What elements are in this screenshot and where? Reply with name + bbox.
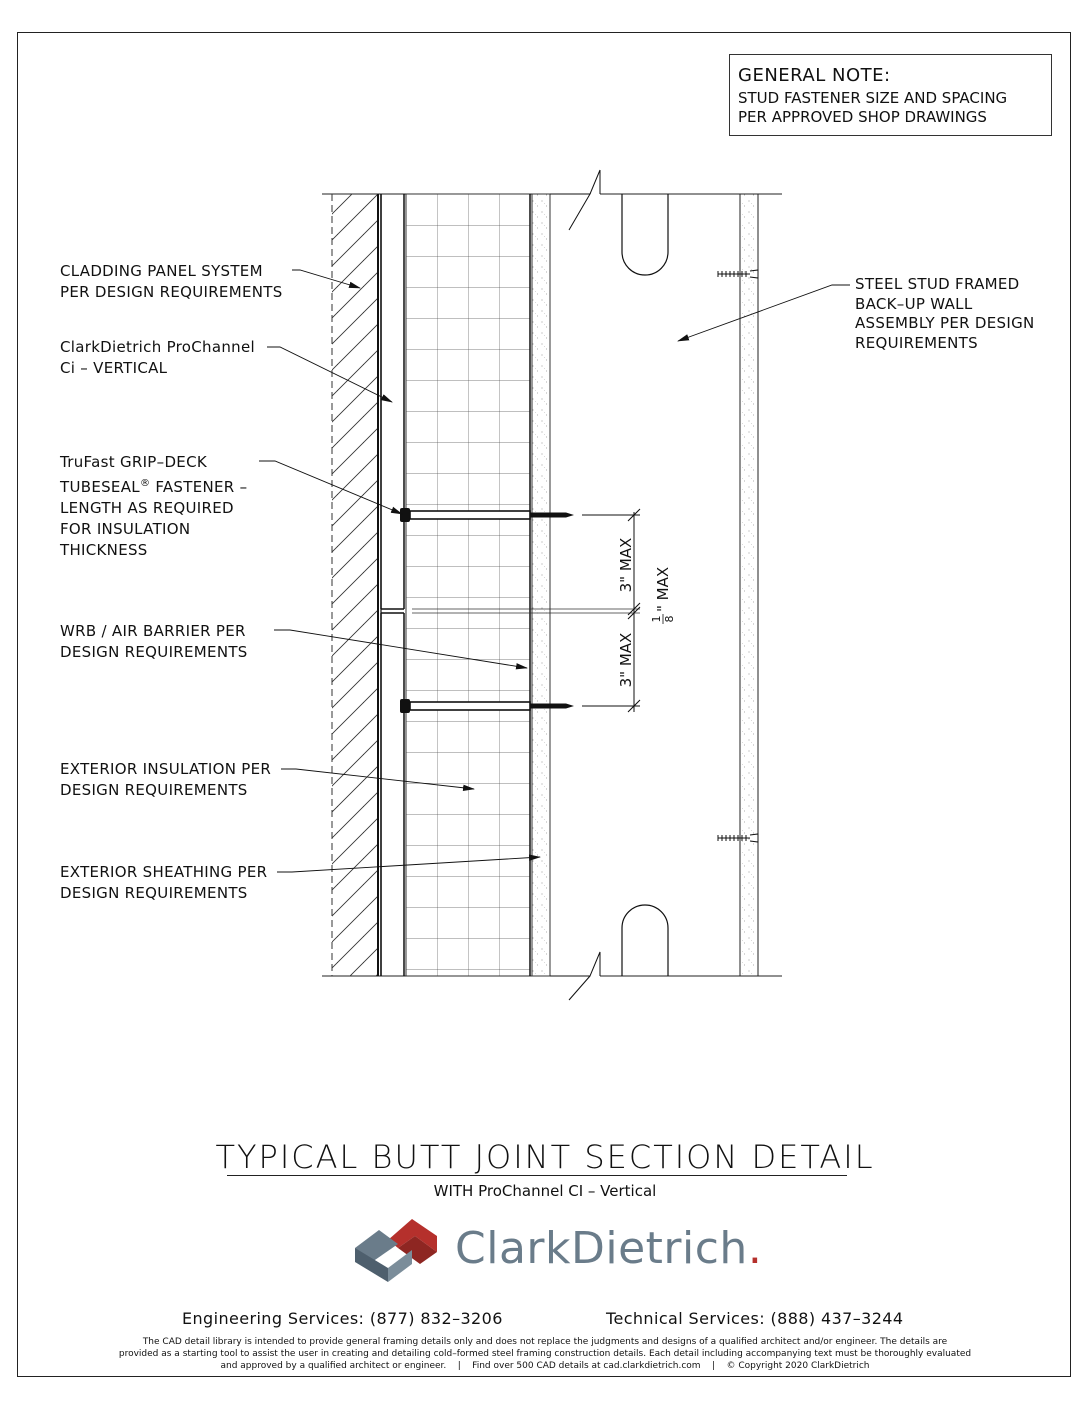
general-note-title: GENERAL NOTE: <box>738 65 891 86</box>
general-note-line: STUD FASTENER SIZE AND SPACING <box>738 89 1008 107</box>
disclaimer-line: provided as a starting tool to assist the user in creating and detailing cold–formed steel framing construction details. Each detail including accompanying text must be thoroughly evaluated <box>118 1349 972 1359</box>
stud-knockout-top <box>622 194 668 275</box>
callout-wrb: WRB / AIR BARRIER PER DESIGN REQUIREMENTS <box>60 622 248 661</box>
svg-text:8: 8 <box>663 615 676 623</box>
cladding-panel <box>332 194 378 976</box>
callout-prochannel: ClarkDietrich ProChannel Ci – VERTICAL <box>60 338 255 377</box>
stud-knockout-bottom <box>622 905 668 976</box>
disclaimer-line: The CAD detail library is intended to provide general framing details only and does not replace the judgments and designs of a qualified architect and/or engineer. The details are <box>142 1337 948 1347</box>
callout-sheathing: EXTERIOR SHEATHING PER DESIGN REQUIREMENTS <box>60 863 268 902</box>
callout-insulation: EXTERIOR INSULATION PER DESIGN REQUIREMENTS <box>60 760 272 799</box>
brand-wordmark: ClarkDietrich. <box>455 1223 763 1274</box>
title-underline <box>227 1175 847 1176</box>
prochannel-vertical <box>381 194 406 976</box>
svg-text:1: 1 <box>650 615 663 623</box>
engineering-services: Engineering Services: (877) 832–3206 <box>182 1309 503 1328</box>
detail-subtitle: WITH ProChannel CI – Vertical <box>433 1182 657 1200</box>
svg-text:" MAX: " MAX <box>654 566 672 612</box>
interior-board <box>740 194 758 976</box>
callout-cladding: CLADDING PANEL SYSTEM PER DESIGN REQUIREMENTS <box>60 262 283 301</box>
detail-title: TYPICAL BUTT JOINT SECTION DETAIL <box>215 1138 875 1176</box>
dimension-lower: 3" MAX <box>617 632 635 688</box>
exterior-sheathing <box>532 194 550 976</box>
callout-trufast-fastener: TruFast GRIP–DECK TUBESEAL® FASTENER – LENGTH AS REQUIRED FOR INSULATION THICKNESS <box>60 453 248 559</box>
dimension-gap <box>650 567 676 624</box>
callout-steel-stud: STEEL STUD FRAMED BACK–UP WALL ASSEMBLY PER DESIGN REQUIREMENTS <box>855 275 1035 352</box>
general-note-line: PER APPROVED SHOP DRAWINGS <box>738 108 987 126</box>
technical-services: Technical Services: (888) 437–3244 <box>606 1309 904 1328</box>
clarkdietrich-logo-mark <box>355 1219 437 1282</box>
disclaimer-line: and approved by a qualified architect or engineer. | Find over 500 CAD details at cad.clarkdietrich.com | © Copyright 2020 ClarkDietrich <box>220 1361 870 1371</box>
dimension-upper: 3" MAX <box>617 537 635 593</box>
